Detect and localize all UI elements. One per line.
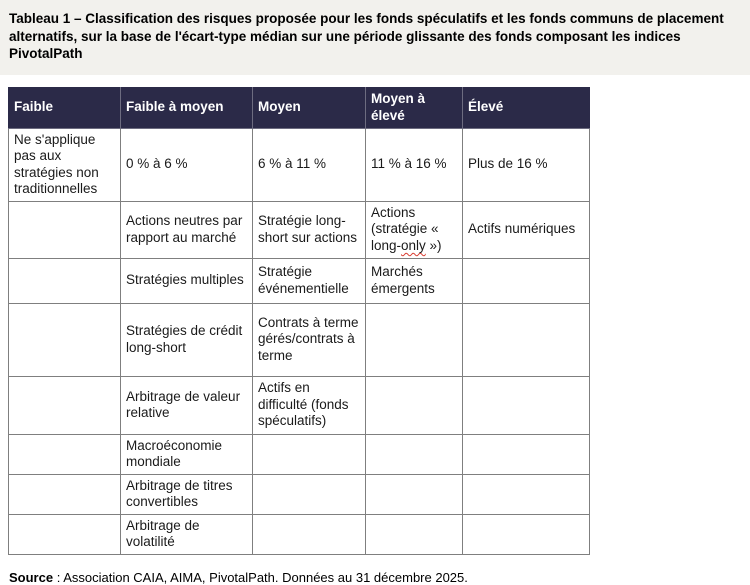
table-cell: Actions neutres par rapport au marché <box>121 201 253 258</box>
table-cell <box>253 434 366 474</box>
column-header: Moyen <box>253 87 366 128</box>
table-row <box>9 128 590 201</box>
table-cell <box>463 258 590 303</box>
column-header: Élevé <box>463 87 590 128</box>
table-cell <box>463 376 590 434</box>
table-cell <box>253 514 366 554</box>
table-row <box>9 514 590 554</box>
table-cell: Actions (stratégie « long-only ») <box>366 201 463 258</box>
table-body <box>9 128 590 554</box>
misspelled-word: only <box>401 237 426 253</box>
table-cell: Stratégie long-short sur actions <box>253 201 366 258</box>
table-row <box>9 258 590 303</box>
table-cell: Ne s'applique pas aux stratégies non traditionnelles <box>9 128 121 201</box>
table-row <box>9 303 590 376</box>
risk-classification-table <box>8 87 590 555</box>
table-cell <box>366 376 463 434</box>
table-cell <box>9 258 121 303</box>
source-label: Source <box>9 569 54 585</box>
table-cell <box>9 434 121 474</box>
table-cell <box>366 303 463 376</box>
table-cell <box>9 201 121 258</box>
column-header: Moyen à élevé <box>366 87 463 128</box>
table-cell: Stratégies multiples <box>121 258 253 303</box>
table-cell: 0 % à 6 % <box>121 128 253 201</box>
column-header: Faible <box>9 87 121 128</box>
table-cell <box>9 514 121 554</box>
table-cell <box>463 474 590 514</box>
table-cell <box>253 474 366 514</box>
table-cell: Arbitrage de valeur relative <box>121 376 253 434</box>
table-cell: Macroéconomie mondiale <box>121 434 253 474</box>
table-cell <box>366 514 463 554</box>
table-row <box>9 201 590 258</box>
table-cell <box>9 303 121 376</box>
table-row <box>9 474 590 514</box>
table-cell: 11 % à 16 % <box>366 128 463 201</box>
table-cell <box>463 303 590 376</box>
table-cell <box>9 376 121 434</box>
table-cell <box>9 474 121 514</box>
table-cell: Actifs en difficulté (fonds spéculatifs) <box>253 376 366 434</box>
table-cell <box>366 434 463 474</box>
table-title: Tableau 1 – Classification des risques proposée pour les fonds spéculatifs et les fonds communs de placement alternatifs, sur la base de l'écart-type médian sur une période glissante des fonds composant les indices PivotalPath <box>9 11 724 61</box>
column-header: Faible à moyen <box>121 87 253 128</box>
table-cell <box>463 434 590 474</box>
table-row <box>9 434 590 474</box>
table-cell: Plus de 16 % <box>463 128 590 201</box>
table-cell: Arbitrage de titres convertibles <box>121 474 253 514</box>
source-note <box>9 570 750 585</box>
table-cell <box>463 514 590 554</box>
table-cell <box>366 474 463 514</box>
header-row <box>9 87 590 128</box>
table-cell: Stratégie événementielle <box>253 258 366 303</box>
table-cell: Marchés émergents <box>366 258 463 303</box>
table-cell: Contrats à terme gérés/contrats à terme <box>253 303 366 376</box>
table-cell: 6 % à 11 % <box>253 128 366 201</box>
table-cell: Arbitrage de volatilité <box>121 514 253 554</box>
table-cell: Stratégies de crédit long-short <box>121 303 253 376</box>
source-text: : Association CAIA, AIMA, PivotalPath. Données au 31 décembre 2025. <box>53 569 468 585</box>
title-band <box>0 0 750 75</box>
table-row <box>9 376 590 434</box>
table-cell: Actifs numériques <box>463 201 590 258</box>
